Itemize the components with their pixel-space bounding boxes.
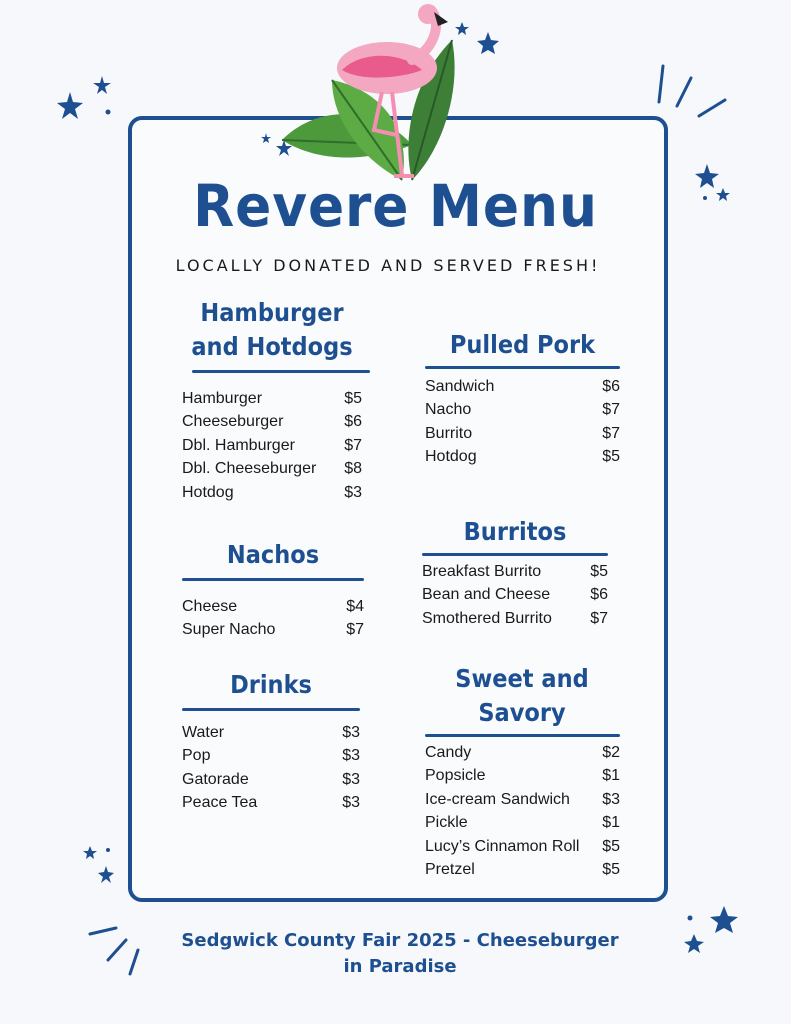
menu-item xyxy=(182,410,362,433)
item-price: $7 xyxy=(346,621,364,639)
menu-item xyxy=(182,434,362,457)
star-icon xyxy=(655,62,735,207)
section-divider xyxy=(422,553,608,556)
section-title: Sweet and Savory xyxy=(455,664,589,727)
footer-text: Sedgwick County Fair 2025 - Cheeseburger in Paradise xyxy=(181,930,619,977)
section-title: Burritos xyxy=(463,517,567,546)
section-hamburger xyxy=(182,296,362,504)
menu-item xyxy=(425,835,620,858)
menu-item xyxy=(425,788,620,811)
menu-item xyxy=(422,607,608,630)
item-price: $6 xyxy=(602,378,620,395)
menu-item xyxy=(182,481,362,504)
menu-item xyxy=(182,595,364,618)
item-name: Cheese xyxy=(182,598,238,615)
item-name: Dbl. Hamburger xyxy=(182,436,295,454)
star-icon xyxy=(450,18,510,63)
menu-item xyxy=(182,457,362,480)
item-price: $3 xyxy=(342,747,360,765)
item-name: Lucy’s Cinnamon Roll xyxy=(425,837,580,855)
item-name: Breakfast Burrito xyxy=(422,563,542,580)
section-burritos xyxy=(422,515,608,630)
menu-item xyxy=(425,398,620,421)
item-price: $5 xyxy=(602,861,620,879)
item-name: Smothered Burrito xyxy=(422,609,552,627)
item-price: $3 xyxy=(342,770,360,788)
section-divider xyxy=(182,578,364,581)
menu-item xyxy=(182,618,364,641)
item-price: $3 xyxy=(344,483,362,501)
section-drinks xyxy=(182,668,360,815)
item-name: Peace Tea xyxy=(182,794,258,812)
menu-title: Revere Menu xyxy=(193,172,598,240)
item-price: $5 xyxy=(590,563,608,580)
item-price: $2 xyxy=(602,744,620,761)
menu-item xyxy=(425,422,620,445)
star-icon xyxy=(80,842,130,892)
item-name: Dbl. Cheeseburger xyxy=(182,460,317,478)
section-title: Drinks xyxy=(230,670,312,699)
section-divider xyxy=(192,370,370,373)
item-price: $7 xyxy=(590,609,608,627)
item-name: Hamburger xyxy=(182,390,263,407)
star-icon xyxy=(680,900,750,960)
star-icon xyxy=(50,70,120,130)
item-price: $8 xyxy=(344,460,362,478)
star-icon xyxy=(88,920,148,980)
item-price: $5 xyxy=(602,448,620,466)
section-title: Pulled Pork xyxy=(449,330,596,359)
item-name: Burrito xyxy=(425,424,473,442)
menu-item xyxy=(422,560,608,583)
section-divider xyxy=(425,734,620,737)
item-name: Candy xyxy=(425,744,472,761)
item-name: Cheeseburger xyxy=(182,413,284,431)
menu-item xyxy=(182,744,360,767)
item-price: $3 xyxy=(342,794,360,812)
menu-item xyxy=(422,583,608,606)
menu-item xyxy=(182,721,360,744)
item-price: $6 xyxy=(344,413,362,431)
item-name: Super Nacho xyxy=(182,621,276,639)
item-name: Ice-cream Sandwich xyxy=(425,790,570,808)
section-title: Nachos xyxy=(226,540,320,569)
item-price: $1 xyxy=(602,814,620,832)
item-price: $7 xyxy=(344,436,362,454)
item-name: Gatorade xyxy=(182,770,249,788)
item-price: $1 xyxy=(602,767,620,785)
menu-item xyxy=(425,858,620,881)
section-pulled-pork xyxy=(425,328,620,469)
item-name: Popsicle xyxy=(425,767,486,785)
section-divider xyxy=(182,708,360,711)
section-nachos xyxy=(182,538,364,642)
item-price: $7 xyxy=(602,424,620,442)
item-name: Water xyxy=(182,724,225,741)
section-title: Hamburger and Hotdogs xyxy=(191,298,353,361)
item-name: Nacho xyxy=(425,401,472,419)
menu-item xyxy=(182,387,362,410)
item-name: Pickle xyxy=(425,814,468,832)
item-name: Bean and Cheese xyxy=(422,586,551,604)
section-divider xyxy=(425,366,620,369)
menu-item xyxy=(425,375,620,398)
menu-tagline: LOCALLY DONATED AND SERVED FRESH! xyxy=(175,256,601,275)
item-name: Pretzel xyxy=(425,861,475,879)
item-price: $3 xyxy=(602,790,620,808)
item-price: $4 xyxy=(346,598,364,615)
menu-item xyxy=(425,811,620,834)
item-name: Hotdog xyxy=(425,448,477,466)
item-name: Hotdog xyxy=(182,483,234,501)
item-price: $6 xyxy=(590,586,608,604)
menu-item xyxy=(425,764,620,787)
item-name: Sandwich xyxy=(425,378,495,395)
item-price: $5 xyxy=(344,390,362,407)
star-icon xyxy=(258,130,298,162)
menu-item xyxy=(182,768,360,791)
item-name: Pop xyxy=(182,747,211,765)
menu-item xyxy=(425,741,620,764)
menu-item xyxy=(425,445,620,468)
item-price: $5 xyxy=(602,837,620,855)
section-sweet-savory xyxy=(425,662,620,881)
item-price: $3 xyxy=(342,724,360,741)
menu-item xyxy=(182,791,360,814)
item-price: $7 xyxy=(602,401,620,419)
